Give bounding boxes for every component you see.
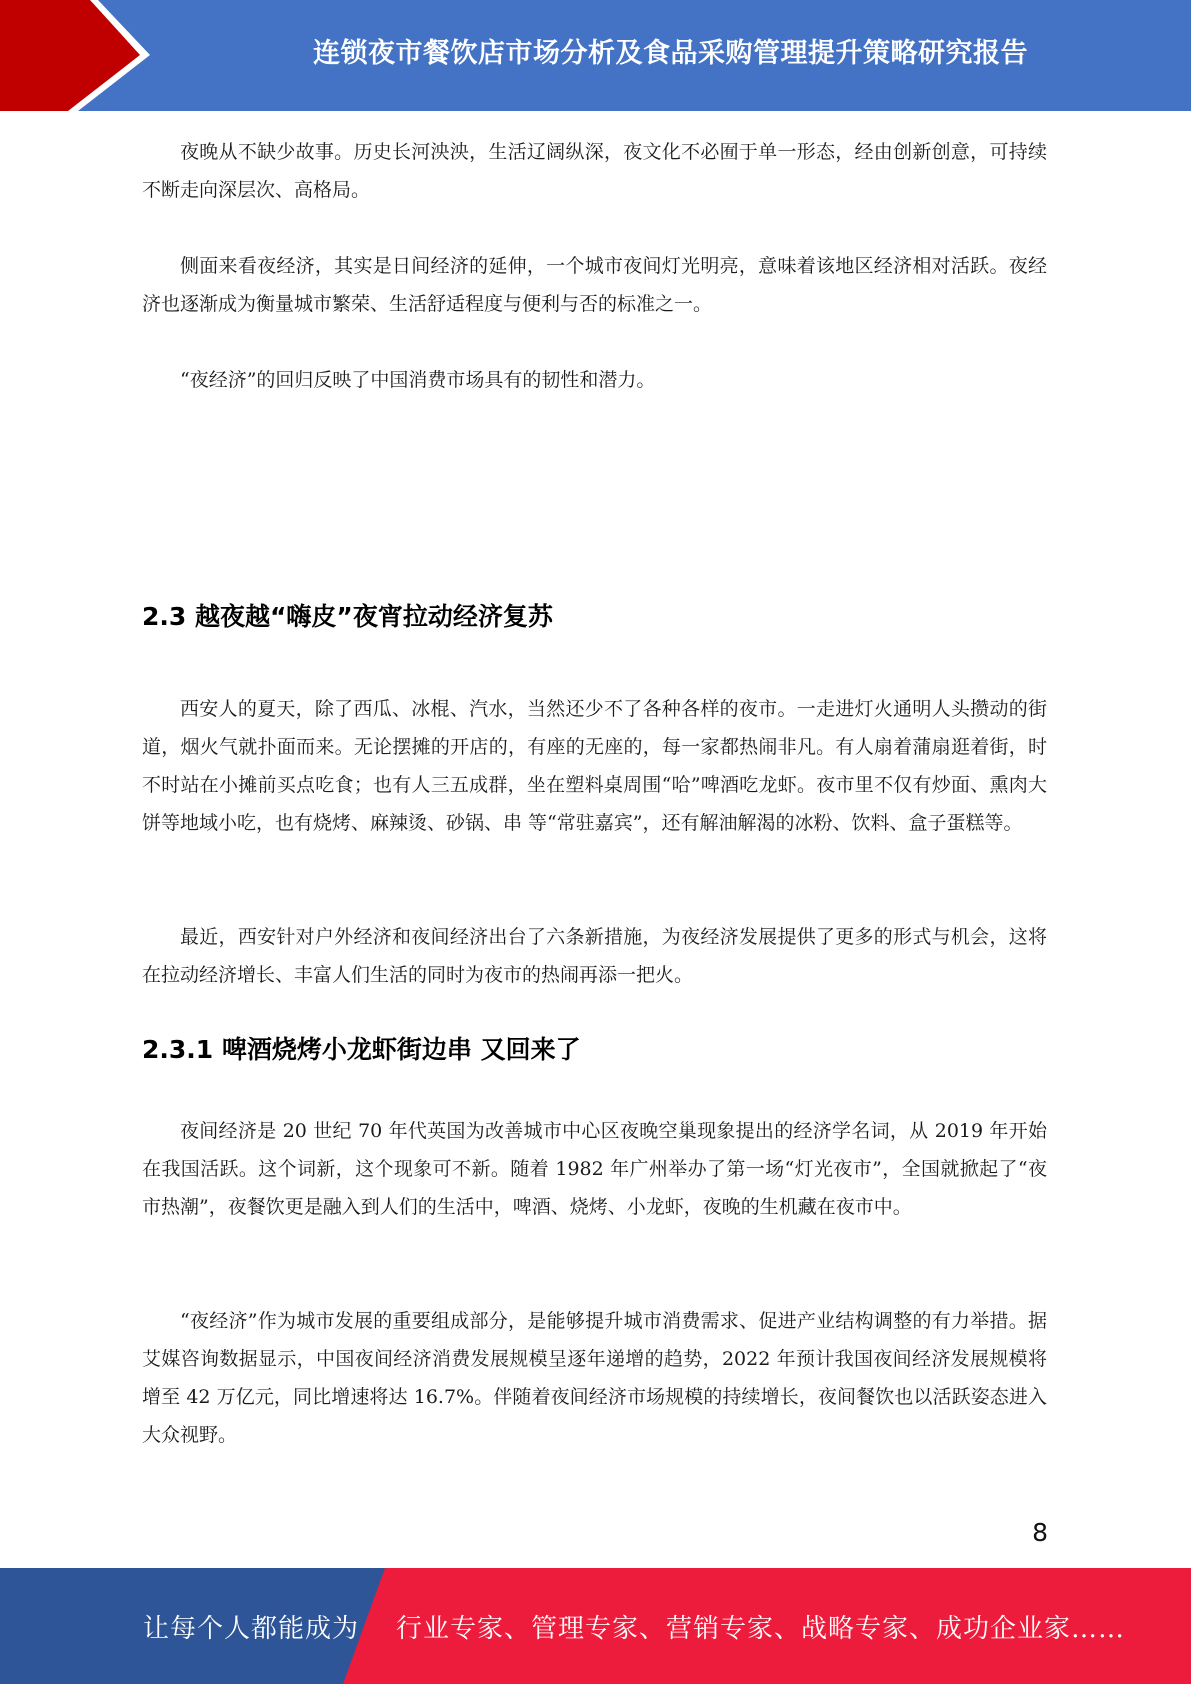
section-heading-2-3: 2.3 越夜越“嗨皮”夜宵拉动经济复苏 <box>142 602 553 631</box>
paragraph: 夜间经济是 20 世纪 70 年代英国为改善城市中心区夜晚空巢现象提出的经济学名词，从 2019 年开始在我国活跃。这个词新，这个现象可不新。随着 1982 年广州举办了第一场“灯光夜市”，全国就掀起了“夜市热潮”，夜餐饮更是融入到人们的生活中，啤酒、烧烤、小龙虾，夜晚的生机藏在夜市中。 <box>142 1120 1047 1218</box>
paragraph: 最近，西安针对户外经济和夜间经济出台了六条新措施，为夜经济发展提供了更多的形式与机会，这将在拉动经济增长、丰富人们生活的同时为夜市的热闹再添一把火。 <box>142 926 1047 986</box>
page-number: 8 <box>1032 1518 1048 1547</box>
page-footer <box>0 1568 1191 1684</box>
footer-slogan-right: 行业专家、管理专家、营销专家、战略专家、成功企业家…… <box>396 1613 1126 1644</box>
footer-slogan-left: 让每个人都能成为 <box>143 1613 360 1644</box>
paragraph: 夜晚从不缺少故事。历史长河泱泱，生活辽阔纵深，夜文化不必囿于单一形态，经由创新创意，可持续不断走向深层次、高格局。 <box>142 141 1047 201</box>
page-header <box>0 0 1191 111</box>
paragraph: “夜经济”的回归反映了中国消费市场具有的韧性和潜力。 <box>180 369 656 391</box>
section-heading-2-3-1: 2.3.1 啤酒烧烤小龙虾街边串 又回来了 <box>142 1035 581 1064</box>
report-title: 连锁夜市餐饮店市场分析及食品采购管理提升策略研究报告 <box>313 37 1028 69</box>
paragraph: “夜经济”作为城市发展的重要组成部分，是能够提升城市消费需求、促进产业结构调整的有力举措。据艾媒咨询数据显示，中国夜间经济消费发展规模呈逐年递增的趋势，2022 年预计我国夜间经济发展规模将增至 42 万亿元，同比增速将达 16.7%。伴随着夜间经济市场规模的持续增长，夜间餐饮也以活跃姿态进入大众视野。 <box>142 1310 1047 1446</box>
paragraph: 西安人的夏天，除了西瓜、冰棍、汽水，当然还少不了各种各样的夜市。一走进灯火通明人头攒动的街道，烟火气就扑面而来。无论摆摊的开店的，有座的无座的，每一家都热闹非凡。有人扇着蒲扇逛着街，时不时站在小摊前买点吃食；也有人三五成群，坐在塑料桌周围“哈”啤酒吃龙虾。夜市里不仅有炒面、熏肉大饼等地域小吃，也有烧烤、麻辣烫、砂锅、串 等“常驻嘉宾”，还有解油解渴的冰粉、饮料、盒子蛋糕等。 <box>142 698 1047 834</box>
paragraph: 侧面来看夜经济，其实是日间经济的延伸，一个城市夜间灯光明亮，意味着该地区经济相对活跃。夜经济也逐渐成为衡量城市繁荣、生活舒适程度与便利与否的标准之一。 <box>142 255 1047 315</box>
